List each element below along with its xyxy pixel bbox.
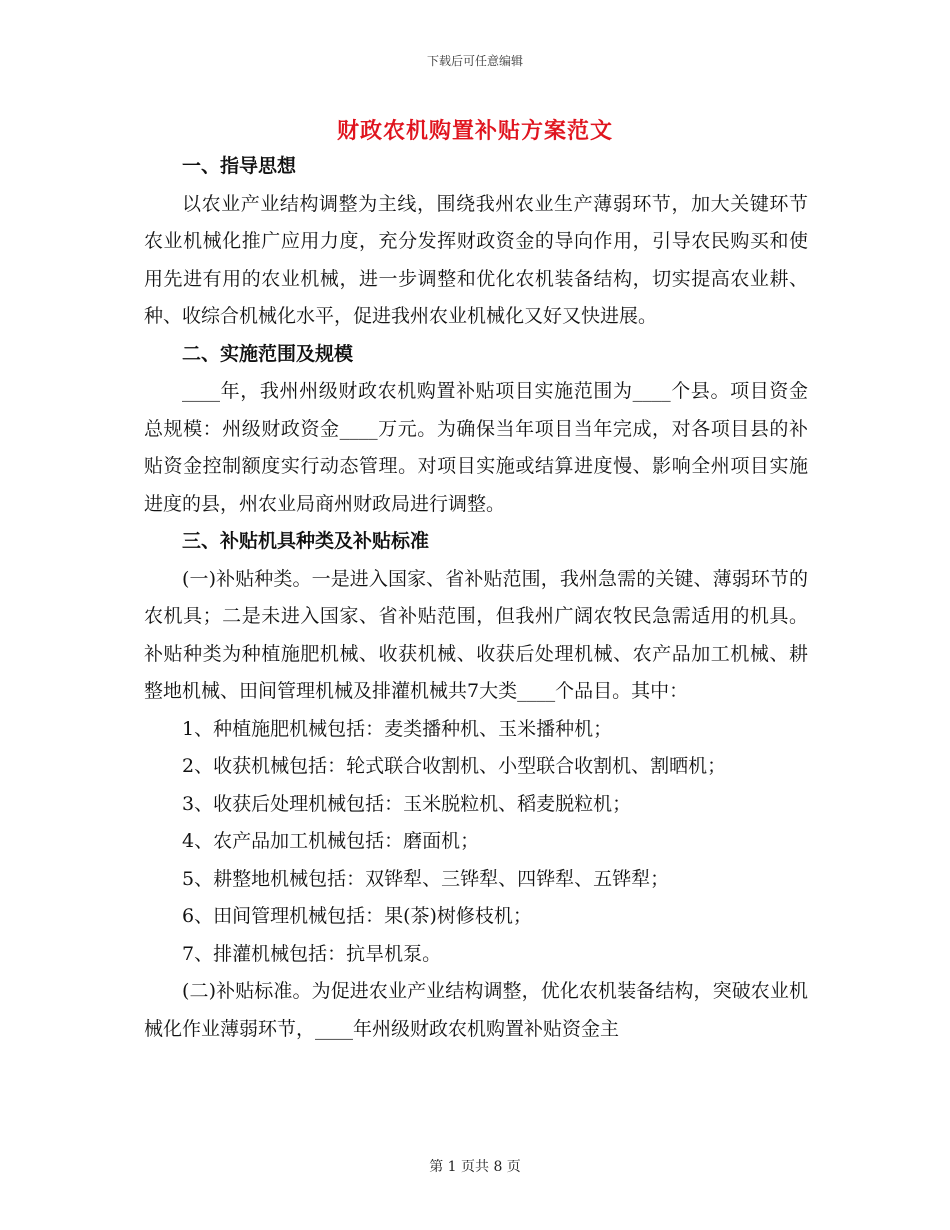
document-title: 财政农机购置补贴方案范文 <box>336 118 613 144</box>
paragraph: 以农业产业结构调整为主线，围绕我州农业生产薄弱环节，加大关键环节农业机械化推广应用力度，充分发挥财政资金的导向作用，引导农民购买和使用先进有用的农业机械，进一步调整和优化农机装备结构，切实提高农业耕、种、收综合机械化水平，促进我州农业机械化又好又快进展。 <box>144 192 808 327</box>
paragraph: (二)补贴标准。为促进农业产业结构调整，优化农机装备结构，突破农业机械化作业薄弱环节，____年州级财政农机购置补贴资金主 <box>144 980 808 1040</box>
section-heading: 二、实施范围及规模 <box>182 342 354 365</box>
section-heading: 三、补贴机具种类及补贴标准 <box>182 530 430 552</box>
list-item: 4、农产品加工机械包括：磨面机； <box>182 830 480 852</box>
paragraph: (一)补贴种类。一是进入国家、省补贴范围，我州急需的关键、薄弱环节的农机具；二是未进入国家、省补贴范围，但我州广阔农牧民急需适用的机具。补贴种类为种植施肥机械、收获机械、收获后处理机械、农产品加工机械、耕整地机械、田间管理机械及排灌机械共7大类____个品目。其中： <box>144 567 808 702</box>
list-item: 2、收获机械包括：轮式联合收割机、小型联合收割机、割晒机； <box>182 755 727 777</box>
list-item: 3、收获后处理机械包括：玉米脱粒机、稻麦脱粒机； <box>182 792 632 815</box>
list-item: 5、耕整地机械包括：双铧犁、三铧犁、四铧犁、五铧犁； <box>182 867 670 890</box>
paragraph: ____年，我州州级财政农机购置补贴项目实施范围为____个县。项目资金总规模：州级财政资金____万元。为确保当年项目当年完成，对各项目县的补贴资金控制额度实行动态管理。对项目实施或结算进度慢、影响全州项目实施进度的县，州农业局商州财政局进行调整。 <box>144 380 808 515</box>
document-body <box>144 148 808 1048</box>
list-item: 6、田间管理机械包括：果(茶)树修枝机； <box>182 905 532 927</box>
list-item: 1、种植施肥机械包括：麦类播种机、玉米播种机； <box>182 717 613 740</box>
list-item: 7、排灌机械包括：抗旱机泵。 <box>182 942 442 965</box>
page-footer: 第 1 页共 8 页 <box>429 1159 521 1175</box>
page-header: 下载后可任意编辑 <box>426 54 523 68</box>
section-heading: 一、指导思想 <box>182 155 297 177</box>
